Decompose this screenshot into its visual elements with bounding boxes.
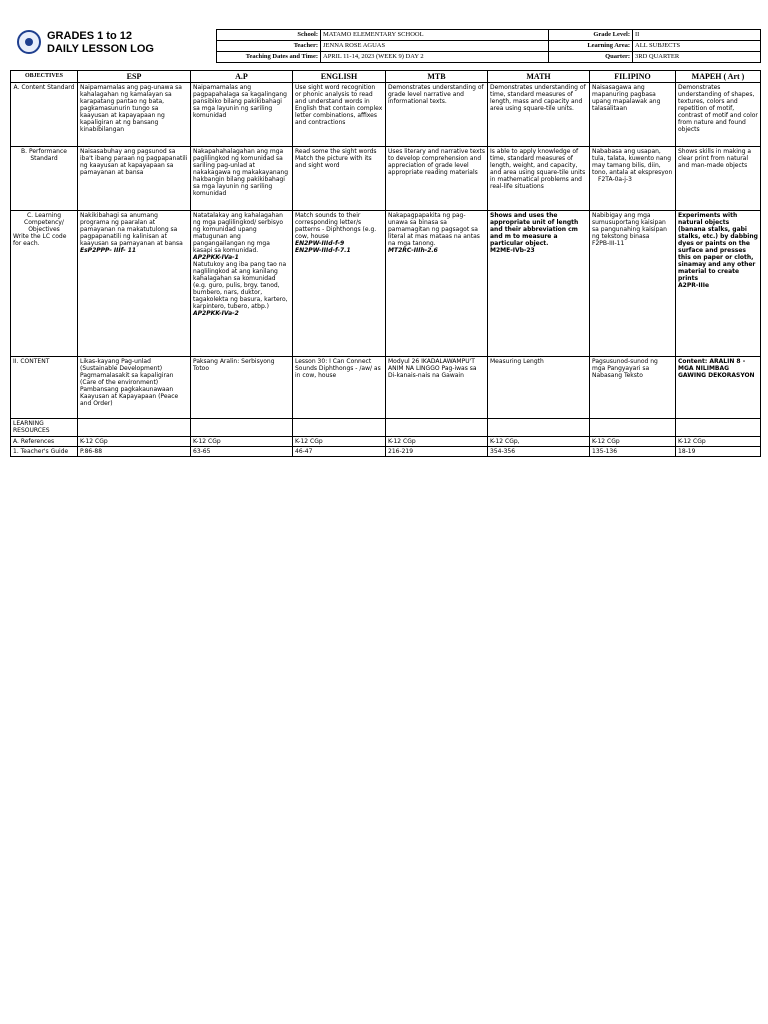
- cell-ref-esp: K-12 CGp: [78, 437, 191, 447]
- row-label-references: A. References: [11, 437, 78, 447]
- cell-a-mtb: Demonstrates understanding of grade level narrative and informational texts.: [386, 83, 488, 147]
- cell-c-esp-code: EsP2PPP- IIIf- 11: [80, 247, 137, 254]
- cell-c-esp: [78, 211, 191, 357]
- cell-ref-ap: K-12 CGp: [191, 437, 293, 447]
- cell-c-filipino-text: Nabibigay ang mga sumusuportang kaisipan sa pangunahing kaisipan ng tekstong binasa: [592, 212, 667, 240]
- cell-tg-esp: P.86-88: [78, 447, 191, 457]
- cell-c-esp-text: Nakikibahagi sa anumang programa ng paaralan at pamayanan na makatutulong sa pagpapanatili ng kalinisan at kaayusan sa pamayanan at bansa: [80, 212, 183, 247]
- cell-c-mtb-code: MT2RC-IIIh-2.6: [388, 247, 438, 254]
- row-label-learning-competency: [11, 211, 78, 357]
- cell-b-english: Read some the sight words Match the picture with its and sight word: [293, 147, 386, 211]
- cell-c-ap-code2: AP2PKK-IVa-2: [193, 310, 239, 317]
- teacher-value: JENNA ROSE AGUAS: [321, 41, 549, 52]
- form-title-line2: DAILY LESSON LOG: [47, 43, 154, 55]
- cell-b-esp: Naisasabuhay ang pagsunod sa iba't ibang paraan ng pagpapanatili ng kaayusan at kapayapaan sa pamayanan at bansa: [78, 147, 191, 211]
- dates-label: Teaching Dates and Time:: [217, 52, 321, 63]
- teacher-label: Teacher:: [217, 41, 321, 52]
- cell-c-math-code: M2ME-IVb-23: [490, 247, 535, 254]
- cell-ref-math: K-12 CGp,: [488, 437, 590, 447]
- meta-row-school: [217, 30, 761, 41]
- cell-tg-english: 46-47: [293, 447, 386, 457]
- lesson-meta-table: [216, 29, 761, 63]
- row-label-content: II. CONTENT: [11, 357, 78, 419]
- row-teachers-guide: [11, 447, 761, 457]
- cell-lr-esp: [78, 419, 191, 437]
- grade-value: II: [633, 30, 761, 41]
- cell-c-ap-code: AP2PKK-IVa-1: [193, 254, 239, 261]
- cell-lr-mtb: [386, 419, 488, 437]
- meta-row-teacher: [217, 41, 761, 52]
- row-label-learning-resources: LEARNING RESOURCES: [11, 419, 78, 437]
- col-filipino: FILIPINO: [590, 71, 676, 83]
- quarter-label: Quarter:: [549, 52, 633, 63]
- cell-c-english: [293, 211, 386, 357]
- cell-c-math: [488, 211, 590, 357]
- cell-c-filipino: [590, 211, 676, 357]
- cell-ref-mtb: K-12 CGp: [386, 437, 488, 447]
- meta-row-dates: [217, 52, 761, 63]
- col-esp: ESP: [78, 71, 191, 83]
- cell-a-filipino: Naisasagawa ang mapanuring pagbasa upang mapalawak ang talasalitaan: [590, 83, 676, 147]
- cell-lr-math: [488, 419, 590, 437]
- cell-ref-filipino: K-12 CGp: [590, 437, 676, 447]
- cell-tg-mapeh: 18-19: [676, 447, 761, 457]
- cell-b-ap: Nakapahahalagahan ang mga paglilingkod ng komunidad sa sariling pag-unlad at nakakagawa ng makakayanang hakbangin bilang pakikibahagi sa mga layunin ng sariling komunidad: [191, 147, 293, 211]
- cell-c-math-text: Shows and uses the appropriate unit of length and their abbreviation cm and m to measure a particular object.: [490, 212, 579, 247]
- row-label-performance-standard: B. Performance Standard: [11, 147, 78, 211]
- lesson-plan-table: [10, 70, 761, 457]
- cell-tg-mtb: 216-219: [386, 447, 488, 457]
- school-label: School:: [217, 30, 321, 41]
- column-header-row: [11, 71, 761, 83]
- cell-c-ap: [191, 211, 293, 357]
- row-references: [11, 437, 761, 447]
- cell-c-mtb-text: Nakapagpapakita ng pag-unawa sa binasa sa pamamagitan ng pagsagot sa literal at mas mataas na antas na mga tanong.: [388, 212, 480, 247]
- cell-b-mtb: Uses literary and narrative texts to develop comprehension and appreciation of grade level appropriate reading materials: [386, 147, 488, 211]
- col-ap: A.P: [191, 71, 293, 83]
- cell-a-esp: Naipamamalas ang pag-unawa sa kahalagahan ng kamalayan sa karapatang pantao ng bata, pagkamasunurin tungo sa kaayusan at kapayapaan ng kapaligiran at ng bansang kinabibilangan: [78, 83, 191, 147]
- cell-content-filipino: Pagsusunod-sunod ng mga Pangyayari sa Nabasang Teksto: [590, 357, 676, 419]
- row-learning-resources: [11, 419, 761, 437]
- cell-b-filipino-text: Nababasa ang usapan, tula, talata, kuwento nang may tamang bilis, diin, tono, antala at ekspresyon: [592, 148, 673, 176]
- row-performance-standard: [11, 147, 761, 211]
- row-label-teachers-guide: 1. Teacher's Guide: [11, 447, 78, 457]
- cell-content-english: Lesson 30: I Can Connect Sounds Diphthongs - /aw/ as in cow, house: [293, 357, 386, 419]
- dates-value: APRIL 11-14, 2023 (WEEK 9) DAY 2: [321, 52, 549, 63]
- cell-c-mapeh-code: A2PR-IIIe: [678, 282, 710, 289]
- form-title: [47, 30, 154, 56]
- cell-c-ap-extra: Natutukoy ang iba pang tao na naglilingkod at ang kanilang kahalagahan sa komunidad (e.g. guro, pulis, brgy. tanod, bumbero, nars, duktor, tagakolekta ng basura, kartero, karpintero, tubero, atbp.): [193, 261, 288, 310]
- area-value: ALL SUBJECTS: [633, 41, 761, 52]
- quarter-value: 3RD QUARTER: [633, 52, 761, 63]
- cell-a-math: Demonstrates understanding of time, standard measures of length, mass and capacity and area using square-tile units.: [488, 83, 590, 147]
- row-content-standard: [11, 83, 761, 147]
- cell-tg-filipino: 135-136: [590, 447, 676, 457]
- cell-content-math: Measuring Length: [488, 357, 590, 419]
- cell-tg-ap: 63-65: [191, 447, 293, 457]
- row-label-lc-title: C. Learning Competency/ Objectives: [24, 212, 64, 233]
- cell-content-ap: Paksang Aralin: Serbisyong Totoo: [191, 357, 293, 419]
- cell-tg-math: 354-356: [488, 447, 590, 457]
- col-objectives: OBJECTIVES: [11, 71, 78, 83]
- cell-c-filipino-code: F2PB-III-11: [592, 240, 625, 247]
- cell-a-ap: Naipamamalas ang pagpapahalaga sa kagalingang pansibiko bilang pakikibahagi sa mga layunin ng sariling komunidad: [191, 83, 293, 147]
- cell-ref-mapeh: K-12 CGp: [676, 437, 761, 447]
- cell-b-mapeh: Shows skills in making a clear print from natural and man-made objects: [676, 147, 761, 211]
- col-english: ENGLISH: [293, 71, 386, 83]
- cell-content-mtb: Modyul 26 IKADALAWAMPU'T ANIM NA LINGGO Pag-iwas sa Di-kanais-nais na Gawain: [386, 357, 488, 419]
- cell-c-english-text: Match sounds to their corresponding letter/s patterns - Diphthongs (e.g. cow, house: [295, 212, 377, 240]
- cell-content-esp: Likas-kayang Pag-unlad (Sustainable Development) Pagmamalasakit sa kapaligiran (Care of the environment) Pambansang pagkakaunawaan Kaayusan at Kapayapaan (Peace and Order): [78, 357, 191, 419]
- deped-seal-logo: [17, 30, 41, 54]
- cell-c-english-code2: EN2PW-IIId-f-7.1: [295, 247, 351, 254]
- row-label-content-standard: A. Content Standard: [11, 83, 78, 147]
- row-learning-competency: [11, 211, 761, 357]
- cell-a-mapeh: Demonstrates understanding of shapes, textures, colors and repetition of motif, contrast of motif and color from nature and found objects: [676, 83, 761, 147]
- cell-c-ap-text: Natatalakay ang kahalagahan ng mga paglilingkod/ serbisyo ng komunidad upang matugunan ang pangangailangan ng mga kasapi sa komunidad.: [193, 212, 284, 254]
- cell-lr-filipino: [590, 419, 676, 437]
- area-label: Learning Area:: [549, 41, 633, 52]
- cell-c-mapeh: [676, 211, 761, 357]
- grade-label: Grade Level:: [549, 30, 633, 41]
- cell-ref-english: K-12 CGp: [293, 437, 386, 447]
- cell-a-english: Use sight word recognition or phonic analysis to read and understand words in English that contain complex letter combinations, affixes and contractions: [293, 83, 386, 147]
- col-mapeh: MAPEH ( Art ): [676, 71, 761, 83]
- row-content: [11, 357, 761, 419]
- cell-content-mapeh: Content: ARALIN 8 - MGA NILIMBAG GAWING DEKORASYON: [676, 357, 761, 419]
- cell-c-mapeh-text: Experiments with natural objects (banana stalks, gabi stalks, etc.) by dabbing dyes or paints on the surface and presses this on paper or cloth, sinamay and any other material to create prints: [678, 212, 758, 282]
- cell-lr-ap: [191, 419, 293, 437]
- col-mtb: MTB: [386, 71, 488, 83]
- cell-c-mtb: [386, 211, 488, 357]
- cell-lr-mapeh: [676, 419, 761, 437]
- row-label-lc-note: Write the LC code for each.: [13, 233, 67, 247]
- cell-b-filipino: [590, 147, 676, 211]
- cell-lr-english: [293, 419, 386, 437]
- form-title-line1: GRADES 1 to 12: [47, 30, 132, 42]
- school-value: MATAMO ELEMENTARY SCHOOL: [321, 30, 549, 41]
- cell-b-math: Is able to apply knowledge of time, standard measures of length, weight, and capacity, and area using square-tile units in mathematical problems and real-life situations: [488, 147, 590, 211]
- cell-b-filipino-code: F2TA-0a-j-3: [598, 176, 632, 183]
- col-math: MATH: [488, 71, 590, 83]
- cell-c-english-code: EN2PW-IIId-f-9: [295, 240, 345, 247]
